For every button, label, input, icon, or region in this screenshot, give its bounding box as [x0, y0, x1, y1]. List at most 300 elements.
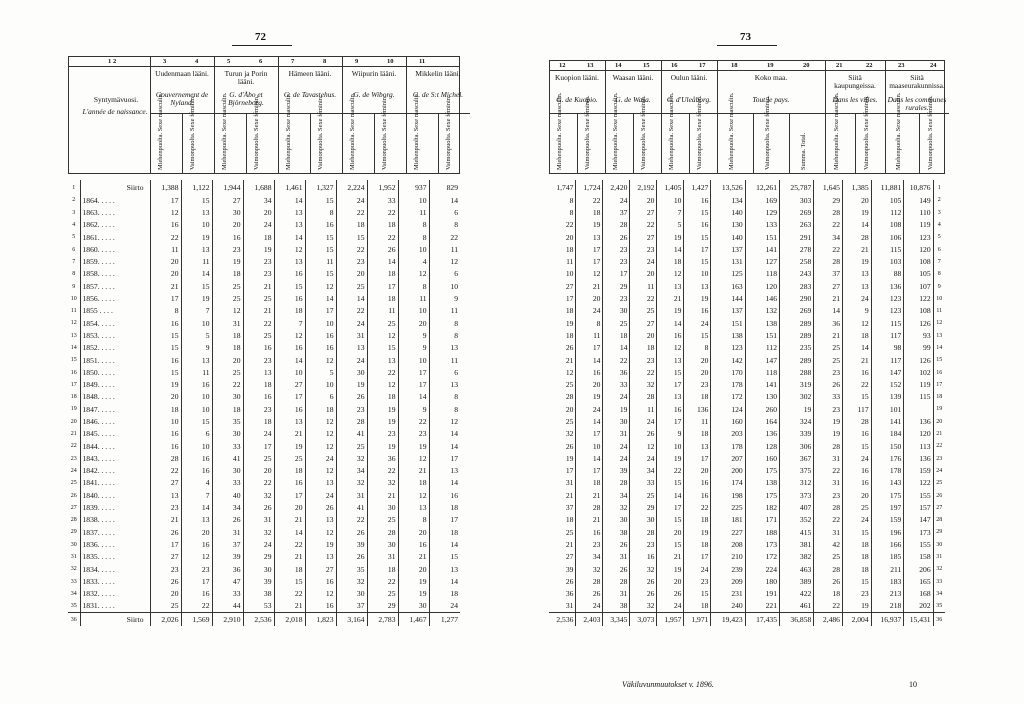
table-cell: 22 — [367, 465, 398, 477]
table-cell: 24 — [243, 219, 274, 231]
table-cell: 8 — [454, 404, 458, 414]
table-cell: 17 — [684, 243, 711, 255]
table-cell: 25 — [549, 526, 576, 538]
table-cell: 224 — [745, 563, 779, 575]
table-cell: 17 — [274, 391, 305, 403]
table-cell: 28 — [842, 231, 871, 243]
table-row — [68, 588, 460, 600]
table-cell: 13 — [450, 343, 458, 353]
table-cell: 12 — [305, 428, 336, 440]
table-cell: 1,971 — [684, 613, 711, 627]
table-cell: 303 — [780, 194, 814, 206]
table-cell: 18 — [549, 243, 576, 255]
table-cell: 30 — [630, 514, 657, 526]
table-cell: 18 — [212, 342, 243, 354]
birth-year: 1858. . . . . — [80, 268, 150, 280]
header-divider — [374, 113, 375, 174]
table-cell: 88 — [871, 268, 904, 280]
column-number: 15 — [643, 62, 650, 69]
table-cell: 17 — [549, 465, 576, 477]
table-row — [68, 502, 460, 514]
table-cell: 27 — [150, 477, 181, 489]
table-cell: 209 — [711, 576, 745, 588]
table-cell: 17 — [150, 194, 181, 206]
table-cell: 20 — [576, 293, 603, 305]
table-cell: 18 — [684, 539, 711, 551]
table-cell: 22 — [243, 317, 274, 329]
table-cell: 19 — [398, 440, 429, 452]
table-cell: 6 — [454, 207, 458, 217]
birth-year: 1836. . . . . — [80, 539, 150, 551]
table-cell: 118 — [745, 366, 779, 378]
table-cell: 31 — [367, 551, 398, 563]
table-row — [549, 243, 945, 255]
row-number: 14 — [68, 342, 80, 354]
table-cell: 28 — [576, 502, 603, 514]
table-cell: 289 — [780, 330, 814, 342]
table-cell: 123 — [711, 342, 745, 354]
table-cell: 15 — [305, 243, 336, 255]
table-cell: 17 — [576, 342, 603, 354]
table-cell: 14 — [842, 219, 871, 231]
table-row — [549, 600, 945, 613]
table-cell: 12 — [212, 305, 243, 317]
table-cell: 22 — [630, 293, 657, 305]
table-cell: 24 — [684, 563, 711, 575]
table-cell: 22 — [814, 514, 843, 526]
row-number: 4 — [68, 219, 80, 231]
table-cell: 12 — [305, 280, 336, 292]
table-cell: 415 — [780, 526, 814, 538]
table-cell: 110 — [904, 207, 933, 219]
table-cell: 12 — [274, 243, 305, 255]
table-cell: 1,957 — [657, 613, 684, 627]
table-cell: 17,435 — [745, 613, 779, 627]
table-cell: 24 — [630, 416, 657, 428]
table-cell: 33 — [367, 194, 398, 206]
table-cell: 21 — [576, 514, 603, 526]
table-cell: 12 — [398, 268, 429, 280]
table-cell: 243 — [780, 268, 814, 280]
row-number: 1 — [937, 185, 941, 192]
table-cell: 213 — [871, 588, 904, 600]
table-cell: 14 — [274, 231, 305, 243]
table-cell: 15 — [336, 231, 367, 243]
table-cell: 37 — [603, 207, 630, 219]
table-cell: 16 — [181, 539, 212, 551]
header-divider — [689, 113, 690, 174]
table-cell: 8 — [398, 514, 429, 526]
table-cell: 10 — [181, 219, 212, 231]
table-cell: 19 — [336, 379, 367, 391]
table-cell: 13 — [274, 207, 305, 219]
table-cell: 12 — [398, 489, 429, 501]
table-row — [549, 613, 945, 627]
table-row — [549, 342, 945, 354]
table-cell: 17 — [450, 453, 458, 463]
page-number-right: 73 — [740, 31, 751, 43]
table-cell: 26 — [212, 514, 243, 526]
table-cell: 1,823 — [305, 613, 336, 627]
table-cell: 19 — [150, 379, 181, 391]
table-cell: 28 — [630, 391, 657, 403]
table-cell: 25 — [150, 600, 181, 613]
table-cell: 23 — [367, 428, 398, 440]
table-row — [68, 477, 460, 489]
table-cell: 26 — [814, 576, 843, 588]
table-cell: 12 — [657, 268, 684, 280]
table-cell: 16 — [684, 194, 711, 206]
table-cell: 9 — [657, 428, 684, 440]
row-number: 8 — [68, 268, 80, 280]
table-cell: 3,345 — [603, 613, 630, 627]
table-cell: 15 — [684, 231, 711, 243]
table-cell: 22 — [450, 232, 458, 242]
table-cell: 260 — [745, 403, 779, 415]
table-cell: 122 — [904, 293, 933, 305]
table-cell: 240 — [711, 600, 745, 613]
table-cell: 17 — [684, 453, 711, 465]
table-cell: 12 — [274, 330, 305, 342]
table-cell: 19 — [305, 539, 336, 551]
table-cell: 16 — [305, 600, 336, 613]
table-cell: 20 — [398, 526, 429, 538]
table-cell: 16 — [398, 539, 429, 551]
table-cell: 24 — [842, 453, 871, 465]
table-cell: 13 — [450, 564, 458, 574]
table-cell: 33 — [630, 477, 657, 489]
row-number: 30 — [936, 541, 943, 548]
table-cell: 12,261 — [745, 180, 779, 194]
table-cell: 21 — [274, 600, 305, 613]
table-row — [68, 330, 460, 342]
table-cell: 30 — [398, 600, 429, 613]
table-cell: 18 — [842, 539, 871, 551]
table-cell: 22 — [814, 600, 843, 613]
table-cell: 225 — [711, 502, 745, 514]
table-cell: 21 — [243, 305, 274, 317]
table-row — [68, 539, 460, 551]
table-cell: 26 — [814, 379, 843, 391]
table-cell: 170 — [711, 366, 745, 378]
birth-year: 1839. . . . . — [80, 502, 150, 514]
table-cell: 8 — [454, 330, 458, 340]
table-cell: 24 — [450, 601, 458, 611]
table-row — [68, 379, 460, 391]
table-cell: 21 — [549, 539, 576, 551]
table-cell: 1,277 — [429, 613, 460, 627]
table-cell: 32 — [630, 379, 657, 391]
table-row — [549, 502, 945, 514]
table-cell: 239 — [711, 563, 745, 575]
table-cell: 15 — [684, 330, 711, 342]
table-cell: 2,783 — [367, 613, 398, 627]
column-number: 1 — [108, 58, 112, 65]
table-cell: 10 — [450, 281, 458, 291]
table-cell: 11 — [450, 355, 458, 365]
table-cell: 24 — [305, 489, 336, 501]
table-cell: 16 — [305, 342, 336, 354]
row-number: 2 — [937, 197, 941, 204]
table-cell: 18 — [549, 330, 576, 342]
table-cell: 28 — [814, 440, 843, 452]
table-cell: 34 — [814, 231, 843, 243]
table-cell: 31 — [212, 526, 243, 538]
row-number: 25 — [936, 480, 943, 487]
table-cell: 16 — [842, 366, 871, 378]
table-cell: 17 — [657, 379, 684, 391]
table-cell: 25 — [814, 551, 843, 563]
table-cell: 33 — [814, 391, 843, 403]
row-number: 9 — [68, 280, 80, 292]
table-cell: 27 — [630, 207, 657, 219]
table-cell: 11 — [576, 330, 603, 342]
table-cell: 375 — [780, 465, 814, 477]
table-cell: 10 — [150, 416, 181, 428]
table-cell: 184 — [871, 428, 904, 440]
table-cell: 16,937 — [871, 613, 904, 627]
table-cell: 16 — [150, 440, 181, 452]
table-cell: 14 — [450, 478, 458, 488]
table-cell: 12 — [305, 354, 336, 366]
table-cell: 290 — [780, 293, 814, 305]
table-cell: 198 — [711, 489, 745, 501]
table-cell: 32 — [630, 600, 657, 613]
birth-year: 1843. . . . . — [80, 453, 150, 465]
table-cell: 3,073 — [630, 613, 657, 627]
table-cell: 14 — [576, 354, 603, 366]
table-cell: 25 — [243, 453, 274, 465]
row-number: 20 — [936, 418, 943, 425]
table-cell: 16 — [243, 342, 274, 354]
table-cell: 18 — [274, 563, 305, 575]
table-cell: 18 — [450, 527, 458, 537]
table-cell: 23 — [684, 379, 711, 391]
table-cell: 129 — [745, 207, 779, 219]
table-cell: 19 — [549, 453, 576, 465]
header-divider — [278, 56, 279, 174]
table-cell: 125 — [711, 268, 745, 280]
header-divider — [825, 60, 826, 174]
table-cell: 5 — [181, 330, 212, 342]
birth-year: 1834. . . . . — [80, 563, 150, 575]
row-number: 23 — [68, 453, 80, 465]
table-row — [549, 440, 945, 452]
table-cell: 8 — [150, 305, 181, 317]
table-cell: 10 — [181, 403, 212, 415]
sex-label: Miehenpuolta. Sexe masculin. — [895, 92, 902, 170]
column-number: 21 — [836, 62, 843, 69]
row-number: 29 — [68, 526, 80, 538]
header-divider — [855, 113, 856, 174]
table-cell: 14 — [274, 354, 305, 366]
row-number: 13 — [68, 330, 80, 342]
column-number: 10 — [387, 58, 394, 65]
table-cell: 32 — [336, 477, 367, 489]
sex-label: Vaimonpuolta. Sexe féminin. — [584, 95, 591, 170]
header-divider — [789, 113, 790, 174]
table-cell: 28 — [630, 526, 657, 538]
table-cell: 112 — [871, 207, 904, 219]
table-cell: 13 — [576, 231, 603, 243]
row-number: 26 — [936, 492, 943, 499]
table-cell: 16 — [842, 428, 871, 440]
table-cell: 21 — [549, 354, 576, 366]
table-cell: 10 — [398, 194, 429, 206]
column-number: 7 — [291, 58, 295, 65]
table-cell: 18 — [450, 589, 458, 599]
table-cell: 146 — [745, 293, 779, 305]
table-cell: 12 — [305, 440, 336, 452]
table-cell: 18 — [150, 403, 181, 415]
table-cell: 149 — [904, 194, 933, 206]
footer-number: 10 — [909, 680, 917, 689]
table-row — [68, 416, 460, 428]
table-cell: 17 — [657, 416, 684, 428]
table-cell: 463 — [780, 563, 814, 575]
table-cell: 141 — [745, 379, 779, 391]
table-cell: 25 — [603, 317, 630, 329]
table-cell: 27 — [274, 379, 305, 391]
table-cell: 18 — [367, 268, 398, 280]
table-cell: 196 — [871, 526, 904, 538]
province-name-fr: G. d'Uleåborg. — [666, 95, 712, 104]
table-cell: 33 — [212, 477, 243, 489]
table-cell: 14 — [842, 342, 871, 354]
table-cell: 25 — [549, 416, 576, 428]
birth-year: 1833. . . . . — [80, 576, 150, 588]
table-cell: 21 — [367, 489, 398, 501]
table-cell: 19 — [814, 416, 843, 428]
table-cell: 1,688 — [243, 180, 274, 194]
table-cell: 23 — [576, 539, 603, 551]
header-divider — [246, 113, 247, 174]
row-number: 28 — [68, 514, 80, 526]
table-cell: 22 — [367, 366, 398, 378]
table-cell: 17 — [549, 293, 576, 305]
table-cell: 28 — [814, 256, 843, 268]
table-cell: 16 — [150, 428, 181, 440]
table-cell: 13 — [450, 380, 458, 390]
row-number: 1 — [68, 180, 80, 194]
table-cell: 13 — [181, 243, 212, 255]
row-number: 31 — [68, 551, 80, 563]
table-cell: 23 — [603, 243, 630, 255]
table-cell: 30 — [603, 416, 630, 428]
table-cell: 23 — [243, 354, 274, 366]
table-cell: 19,423 — [711, 613, 745, 627]
table-cell: 14 — [576, 453, 603, 465]
right-page — [512, 0, 1024, 704]
table-row — [68, 514, 460, 526]
table-cell: 10 — [181, 391, 212, 403]
row-number: 24 — [936, 467, 943, 474]
table-cell: 12 — [630, 440, 657, 452]
header-divider — [150, 56, 151, 174]
table-cell: 21 — [657, 551, 684, 563]
table-row — [68, 391, 460, 403]
table-cell: 130 — [711, 219, 745, 231]
column-number: 3 — [163, 58, 167, 65]
table-cell: 12 — [305, 465, 336, 477]
table-cell: 23 — [603, 293, 630, 305]
table-cell: 11 — [305, 256, 336, 268]
table-cell: 126 — [904, 317, 933, 329]
province-name: Koko maa. — [754, 73, 788, 82]
table-cell: 108 — [904, 256, 933, 268]
table-cell: 12 — [398, 453, 429, 465]
table-cell: 16 — [150, 219, 181, 231]
table-cell: 31 — [336, 330, 367, 342]
table-cell: 17 — [243, 440, 274, 452]
table-row — [549, 514, 945, 526]
table-cell: 1,388 — [150, 180, 181, 194]
birth-year: Siirto — [80, 613, 150, 627]
table-cell: 20 — [150, 256, 181, 268]
table-cell: 21 — [243, 280, 274, 292]
row-number: 20 — [68, 416, 80, 428]
table-cell: 2,004 — [842, 613, 871, 627]
table-cell: 27 — [305, 563, 336, 575]
table-row — [549, 194, 945, 206]
header-divider — [549, 60, 550, 174]
table-cell: 29 — [630, 502, 657, 514]
table-row — [549, 453, 945, 465]
row-number: 32 — [68, 563, 80, 575]
sex-female-label: Vaimonpuolta. Sexe féminin. — [381, 95, 388, 170]
birth-year: 1845. . . . . — [80, 428, 150, 440]
table-cell: 44 — [212, 600, 243, 613]
column-number: 8 — [323, 58, 327, 65]
table-cell: 25 — [212, 280, 243, 292]
table-cell: 39 — [243, 576, 274, 588]
table-cell: 17 — [450, 515, 458, 525]
table-cell: 19 — [684, 293, 711, 305]
table-cell: 18 — [630, 342, 657, 354]
table-cell: 28 — [603, 477, 630, 489]
table-row — [68, 317, 460, 329]
table-cell: 24 — [336, 354, 367, 366]
table-cell: 11 — [398, 293, 429, 305]
table-cell: 16 — [181, 465, 212, 477]
province-name: Wiipurin lääni. — [351, 69, 397, 78]
table-cell: 172 — [745, 551, 779, 563]
row-number: 14 — [936, 345, 943, 351]
table-cell: 124 — [711, 403, 745, 415]
table-cell: 21 — [576, 280, 603, 292]
table-cell: 25 — [336, 280, 367, 292]
row-number: 36 — [68, 613, 80, 627]
table-cell: 18 — [398, 477, 429, 489]
table-cell: 11 — [630, 280, 657, 292]
table-cell: 13 — [181, 514, 212, 526]
table-cell: 22 — [150, 465, 181, 477]
table-cell: 25 — [367, 317, 398, 329]
birth-year: 1862. . . . . — [80, 219, 150, 231]
table-cell: 137 — [711, 305, 745, 317]
table-cell: 17 — [398, 379, 429, 391]
table-cell: 15 — [657, 366, 684, 378]
table-cell: 188 — [745, 526, 779, 538]
table-cell: 178 — [711, 440, 745, 452]
table-cell: 382 — [780, 551, 814, 563]
table-cell: 10,876 — [904, 180, 933, 194]
table-cell: 47 — [212, 576, 243, 588]
table-cell: 33 — [212, 588, 243, 600]
column-number: 14 — [615, 62, 622, 69]
table-cell: 20 — [274, 502, 305, 514]
table-cell: 9 — [398, 342, 429, 354]
